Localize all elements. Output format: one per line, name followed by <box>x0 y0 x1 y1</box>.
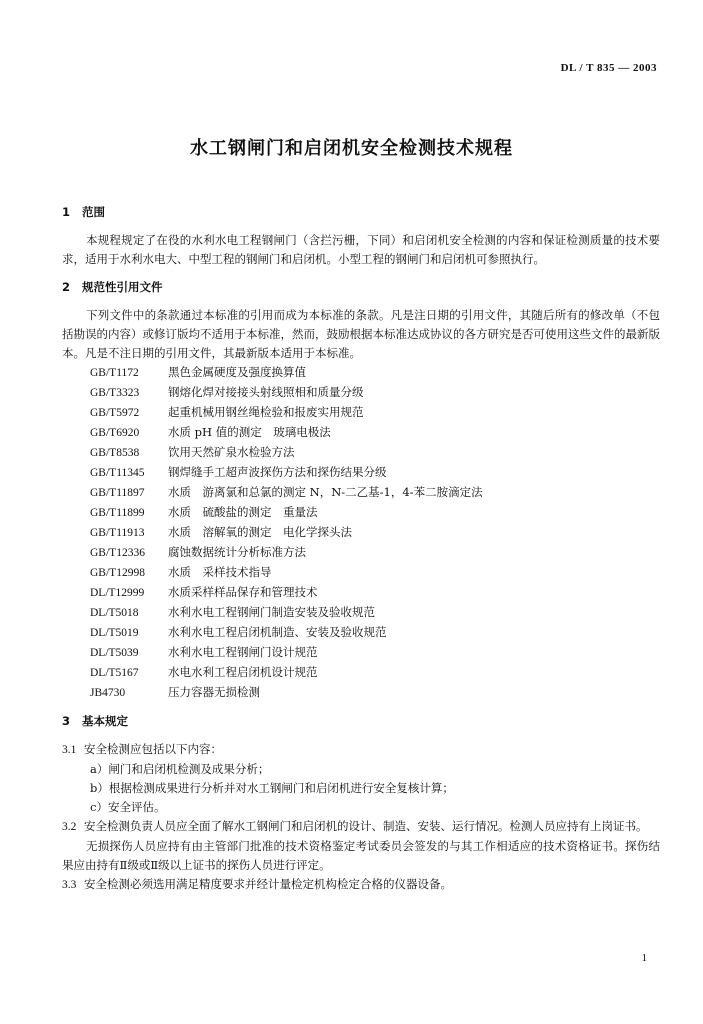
clause-text: 安全检测应包括以下内容： <box>84 742 222 756</box>
clause-item-b: b）根据检测成果进行分析并对水工钢闸门和启闭机进行安全复核计算； <box>90 781 454 795</box>
reference-code: JB4730 <box>90 687 126 699</box>
reference-title: 水质 溶解氧的测定 电化学探头法 <box>168 525 352 539</box>
reference-title: 起重机械用钢丝绳检验和报废实用规范 <box>168 405 364 419</box>
reference-code: GB/T1172 <box>90 367 139 379</box>
reference-title: 钢焊缝手工超声波探伤方法和探伤结果分级 <box>168 465 387 479</box>
section-number: 2 <box>62 280 71 294</box>
reference-code: DL/T5039 <box>90 647 139 659</box>
reference-title: 水利水电工程钢闸门制造安装及验收规范 <box>168 605 375 619</box>
reference-title: 水质 硫酸盐的测定 重量法 <box>168 505 318 519</box>
clause-3-2-paragraph: 无损探伤人员应持有由主管部门批准的技术资格鉴定考试委员会签发的与其工作相适应的技术资格证书。探伤结果应由持有Ⅱ级或Ⅱ级以上证书的探伤人员进行评定。 <box>62 839 660 872</box>
reference-title: 水利水电工程钢闸门设计规范 <box>168 645 318 659</box>
reference-code: GB/T3323 <box>90 387 140 399</box>
reference-item <box>62 523 660 543</box>
reference-code: GB/T11913 <box>90 527 145 539</box>
clause-number: 3.3 <box>62 879 77 891</box>
section-3-heading <box>62 712 660 731</box>
reference-item <box>62 463 660 483</box>
reference-item <box>62 683 660 703</box>
section-title: 规范性引用文件 <box>82 280 163 294</box>
clause-text: 安全检测负责人员应全面了解水工钢闸门和启闭机的设计、制造、安装、运行情况。检测人员应持有上岗证书。 <box>84 819 648 833</box>
reference-item <box>62 443 660 463</box>
reference-title: 水质 游离氯和总氯的测定 N，N-二乙基-1，4-苯二胺滴定法 <box>168 485 483 499</box>
clause-3-1 <box>62 740 660 760</box>
section-title: 范围 <box>82 205 105 219</box>
reference-code: DL/T12999 <box>90 587 145 599</box>
clause-number: 3.2 <box>62 821 77 833</box>
reference-code: DL/T5018 <box>90 607 139 619</box>
reference-code: GB/T8538 <box>90 447 140 459</box>
section-1-heading <box>62 203 660 222</box>
reference-code: DL/T5019 <box>90 627 139 639</box>
reference-title: 水质采样样品保存和管理技术 <box>168 585 318 599</box>
reference-title: 腐蚀数据统计分析标准方法 <box>168 545 306 559</box>
normative-references-list <box>62 363 660 703</box>
reference-title: 水质 pH 值的测定 玻璃电极法 <box>168 425 331 439</box>
clause-3-2 <box>62 817 660 837</box>
section-title: 基本规定 <box>82 714 128 728</box>
reference-item <box>62 503 660 523</box>
clause-item-c: c）安全评估。 <box>90 800 166 814</box>
reference-title: 水电水利工程启闭机设计规范 <box>168 665 318 679</box>
reference-item <box>62 423 660 443</box>
section-1-paragraph: 本规程规定了在役的水利水电工程钢闸门（含拦污栅，下同）和启闭机安全检测的内容和保证检测质量的技术要求，适用于水利水电大、中型工程的钢闸门和启闭机。小型工程的钢闸门和启闭机可参照执行。 <box>62 233 660 266</box>
reference-title: 钢熔化焊对接接头射线照相和质量分级 <box>168 385 364 399</box>
reference-code: GB/T12336 <box>90 547 145 559</box>
section-2-heading <box>62 278 660 297</box>
reference-code: GB/T6920 <box>90 427 140 439</box>
reference-item <box>62 643 660 663</box>
reference-title: 饮用天然矿泉水检验方法 <box>168 445 295 459</box>
reference-code: GB/T12998 <box>90 567 145 579</box>
reference-item <box>62 603 660 623</box>
reference-item <box>62 663 660 683</box>
section-2-paragraph: 下列文件中的条款通过本标准的引用而成为本标准的条款。凡是注日期的引用文件，其随后所有的修改单（不包括勘误的内容）或修订版均不适用于本标准，然而，鼓励根据本标准达成协议的各方研究是否可使用这些文件的最新版本。凡是不注日期的引用文件，其最新版本适用于本标准。 <box>62 308 660 360</box>
reference-title: 压力容器无损检测 <box>168 685 260 699</box>
reference-item <box>62 543 660 563</box>
reference-code: GB/T5972 <box>90 407 140 419</box>
clause-3-3 <box>62 875 660 895</box>
reference-item <box>62 363 660 383</box>
reference-code: DL/T5167 <box>90 667 139 679</box>
clause-number: 3.1 <box>62 744 77 756</box>
reference-item <box>62 403 660 423</box>
reference-item <box>62 383 660 403</box>
section-number: 1 <box>62 205 71 219</box>
clause-text: 安全检测必须选用满足精度要求并经计量检定机构检定合格的仪器设备。 <box>84 877 452 891</box>
page-number: 1 <box>641 952 647 964</box>
reference-item <box>62 583 660 603</box>
reference-title: 水质 采样技术指导 <box>168 565 272 579</box>
document-code: DL / T 835 — 2003 <box>560 62 657 74</box>
document-body <box>62 203 660 895</box>
document-title: 水工钢闸门和启闭机安全检测技术规程 <box>190 138 513 159</box>
reference-item <box>62 563 660 583</box>
reference-code: GB/T11899 <box>90 507 145 519</box>
clause-item-a: a）闸门和启闭机检测及成果分析； <box>90 762 270 776</box>
reference-item <box>62 623 660 643</box>
reference-code: GB/T11345 <box>90 467 145 479</box>
reference-code: GB/T11897 <box>90 487 145 499</box>
section-number: 3 <box>62 714 71 728</box>
reference-title: 水利水电工程启闭机制造、安装及验收规范 <box>168 625 387 639</box>
reference-item <box>62 483 660 503</box>
reference-title: 黑色金属硬度及强度换算值 <box>168 365 306 379</box>
